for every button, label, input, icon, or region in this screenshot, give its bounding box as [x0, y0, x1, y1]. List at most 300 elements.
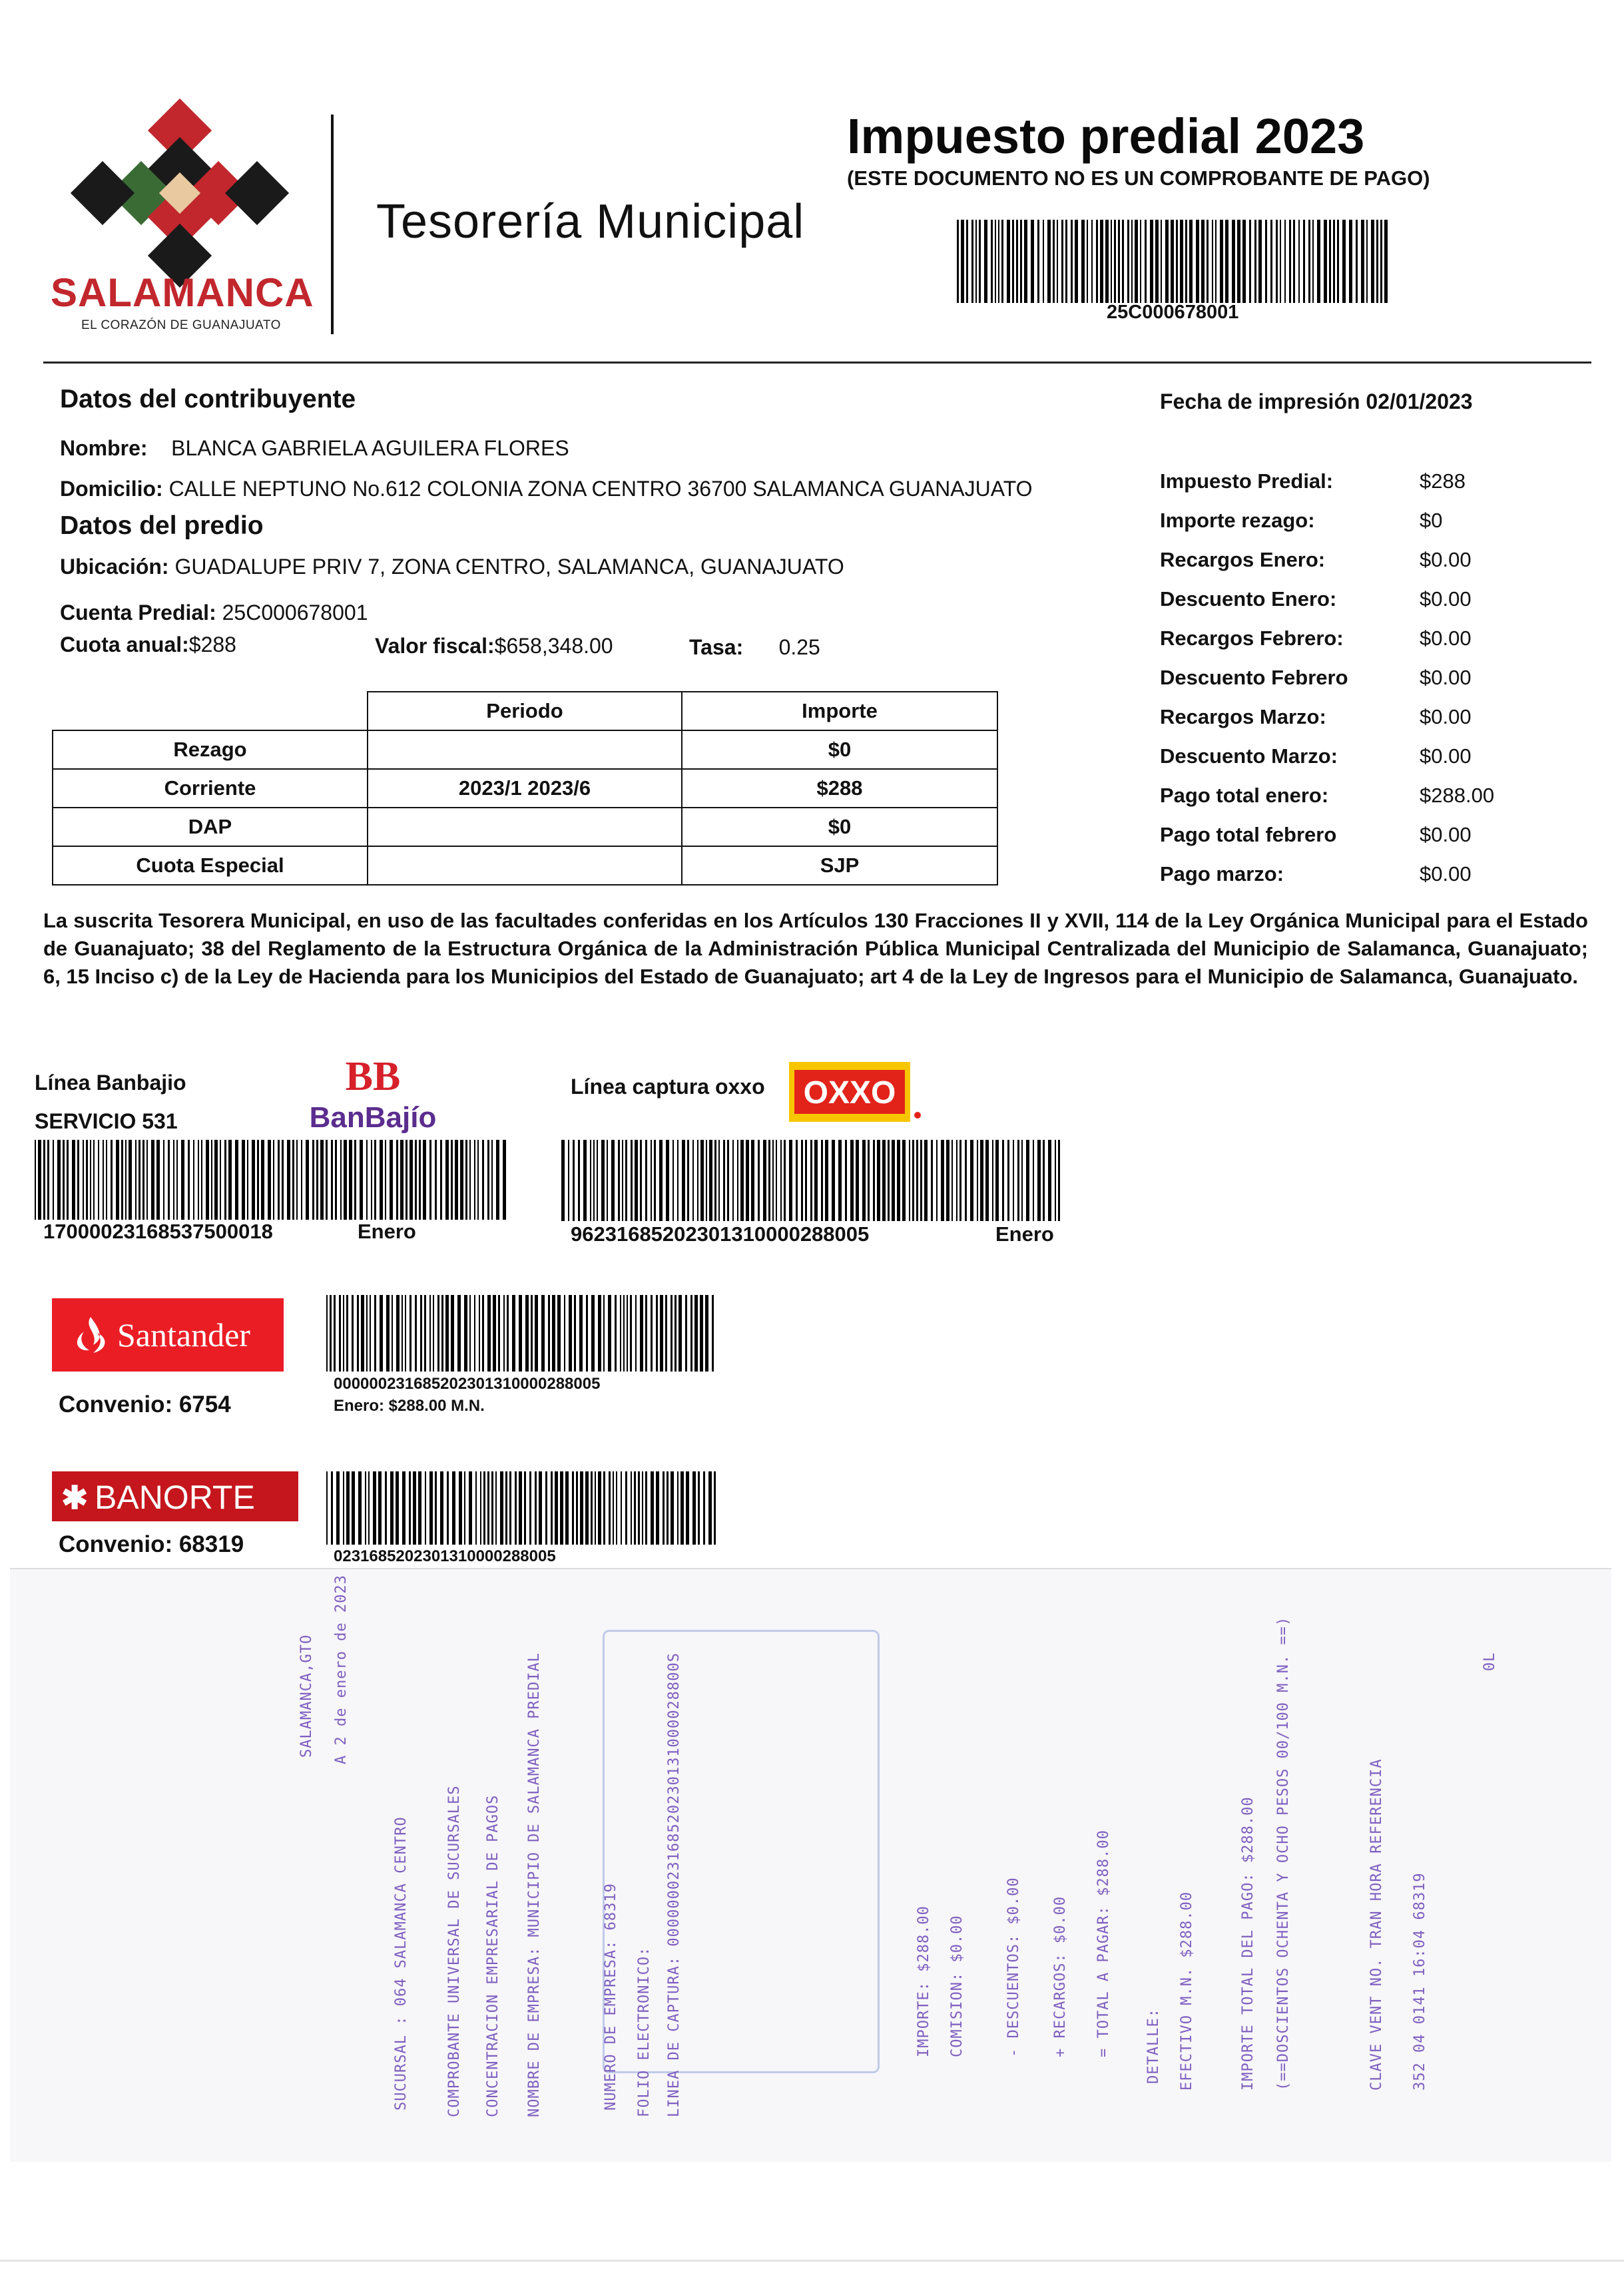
barcode-bar — [138, 1140, 140, 1220]
table-cell: Cuota Especial — [53, 846, 368, 885]
banbajio-label: Línea Banbajio — [35, 1071, 186, 1095]
receipt-line: NUMERO DE EMPRESA: 68319 — [603, 1883, 619, 2111]
barcode-bar — [396, 1471, 399, 1545]
barcode-bar — [583, 1140, 587, 1221]
barcode-bar — [1081, 220, 1085, 303]
barcode-bar — [1270, 220, 1272, 303]
barcode-bar — [77, 1140, 79, 1220]
barcode-bar — [1207, 220, 1209, 303]
barcode-bar — [1007, 1140, 1009, 1221]
barcode-bar — [531, 1295, 533, 1372]
payment-summary — [1160, 469, 1533, 901]
barcode-bar — [188, 1140, 190, 1220]
barcode-bar — [671, 1471, 674, 1545]
barcode-bar — [557, 1295, 561, 1372]
barcode-bar — [396, 1295, 400, 1372]
barcode-bar — [625, 1471, 627, 1545]
svg-text:✱: ✱ — [61, 1481, 89, 1516]
barcode-bar — [1047, 220, 1051, 303]
barcode-bar — [43, 1140, 45, 1220]
barcode-bar — [441, 1295, 443, 1372]
banbajio-month: Enero — [358, 1220, 416, 1243]
barcode-bar — [106, 1140, 107, 1220]
annual-value: $288 — [188, 632, 236, 656]
name-label: Nombre: — [60, 436, 148, 460]
barcode-bar — [856, 1140, 859, 1221]
barcode-bar — [156, 1140, 160, 1220]
barcode-bar — [1293, 220, 1295, 303]
barcode-bar — [301, 1140, 302, 1220]
barcode-bar — [1185, 220, 1187, 303]
receipt-line: - DESCUENTOS: $0.00 — [1005, 1877, 1022, 2057]
barcode-bar — [423, 1140, 426, 1220]
barcode-bar — [995, 220, 996, 303]
receipt-line: NOMBRE DE EMPRESA: MUNICIPIO DE SALAMANCA PREDIAL — [526, 1652, 543, 2117]
barcode-bar — [306, 1140, 309, 1220]
barcode-bar — [480, 1471, 481, 1545]
barcode-bar — [768, 1140, 770, 1221]
barcode-bar — [447, 1471, 449, 1545]
barcode-bar — [278, 1140, 280, 1220]
barcode-bar — [491, 1471, 493, 1545]
barcode-bar — [475, 1471, 477, 1545]
summary-label: Recargos Enero: — [1160, 548, 1326, 571]
receipt-line: = TOTAL A PAGAR: $288.00 — [1095, 1830, 1112, 2057]
banorte-logo — [52, 1471, 298, 1521]
fiscal-label: Valor fiscal: — [375, 634, 495, 658]
barcode-bar — [512, 1295, 515, 1372]
barcode-bar — [746, 1140, 749, 1221]
receipt-line: EFECTIVO M.N. $288.00 — [1179, 1891, 1195, 2091]
barcode-bar — [685, 1295, 687, 1372]
barcode-bar — [821, 1140, 823, 1221]
barcode-bar — [452, 1471, 455, 1545]
name-row — [60, 436, 569, 461]
barcode-bar — [625, 1140, 627, 1221]
summary-row — [1160, 627, 1533, 666]
document-title: Impuesto predial 2023 — [847, 109, 1365, 164]
barcode-bar — [1237, 220, 1240, 303]
barcode-bar — [390, 1140, 393, 1220]
barcode-bar — [1024, 220, 1027, 303]
barcode-bar — [539, 1471, 542, 1545]
barcode-bar — [663, 1471, 665, 1545]
barcode-bar — [429, 1140, 431, 1220]
receipt-line: COMISION: $0.00 — [949, 1915, 965, 2057]
summary-row — [1160, 705, 1533, 744]
rate-label: Tasa: — [689, 635, 744, 659]
summary-row — [1160, 862, 1533, 901]
barcode-bar — [409, 1140, 413, 1220]
barcode-bar — [956, 1140, 957, 1221]
banorte-convenio: Convenio: 68319 — [59, 1531, 244, 1557]
barcode-bar — [440, 1140, 442, 1220]
barcode-bar — [656, 1295, 658, 1372]
barcode-bar — [320, 1140, 324, 1220]
banbajio-code: 17000023168537500018 — [43, 1220, 273, 1243]
barcode-bar — [524, 1471, 526, 1545]
barcode-bar — [640, 1140, 642, 1221]
barcode-bar — [53, 1140, 54, 1220]
barcode-bar — [151, 1140, 154, 1220]
barcode-bar — [386, 1295, 390, 1372]
barcode-bar — [1033, 1140, 1034, 1221]
barcode-bar — [703, 1471, 705, 1545]
barcode-bar — [690, 1295, 692, 1372]
barcode-bar — [1196, 220, 1199, 303]
barcode-bar — [525, 1295, 529, 1372]
barcode-bar — [1127, 220, 1129, 303]
barcode-bar — [586, 1295, 588, 1372]
barcode-bar — [936, 1140, 938, 1221]
barcode-bar — [700, 1295, 703, 1372]
barcode-bar — [1026, 1140, 1029, 1221]
barcode-bar — [93, 1140, 95, 1220]
barcode-bar — [578, 1140, 580, 1221]
barcode-bar — [789, 1140, 792, 1221]
barcode-bar — [882, 1140, 886, 1221]
header-divider — [331, 115, 334, 334]
santander-logo-text: Santander — [117, 1316, 250, 1354]
barcode-bar — [1058, 1140, 1060, 1221]
barcode-bar — [1242, 220, 1246, 303]
barcode-bar — [634, 1471, 636, 1545]
barcode-bar — [474, 1140, 475, 1220]
barcode-bar — [413, 1471, 416, 1545]
svg-text:BB: BB — [345, 1055, 401, 1099]
banorte-barcode — [326, 1471, 718, 1545]
barcode-bar — [409, 1295, 411, 1372]
barcode-bar — [598, 1295, 601, 1372]
santander-convenio: Convenio: 6754 — [59, 1391, 231, 1417]
barcode-bar — [718, 1140, 720, 1221]
barcode-bar — [402, 1471, 406, 1545]
barcode-bar — [176, 1140, 178, 1220]
barcode-bar — [90, 1140, 91, 1220]
barcode-bar — [727, 1140, 729, 1221]
santander-code: 000000231685202301310000288005 — [334, 1375, 601, 1393]
barcode-bar — [677, 1471, 678, 1545]
barcode-bar — [1145, 220, 1147, 303]
barcode-bar — [220, 1140, 221, 1220]
barcode-bar — [1105, 220, 1109, 303]
barcode-bar — [451, 1295, 454, 1372]
barcode-bar — [862, 1140, 866, 1221]
barcode-bar — [888, 1140, 890, 1221]
barcode-bar — [1284, 220, 1286, 303]
barcode-bar — [385, 1471, 387, 1545]
barcode-bar — [457, 1295, 461, 1372]
barcode-bar — [378, 1471, 382, 1545]
summary-row — [1160, 823, 1533, 862]
barcode-bar — [503, 1140, 506, 1220]
barcode-bar — [352, 1471, 355, 1545]
barcode-bar — [198, 1140, 199, 1220]
barcode-bar — [591, 1295, 595, 1372]
barcode-bar — [585, 1471, 589, 1545]
barcode-bar — [1176, 220, 1178, 303]
barcode-bar — [519, 1295, 522, 1372]
table-header-cell: Periodo — [368, 692, 682, 730]
document-subtitle: (ESTE DOCUMENTO NO ES UN COMPROBANTE DE PAGO) — [847, 166, 1430, 190]
barcode-bar — [214, 1140, 218, 1220]
barcode-bar — [1333, 220, 1335, 303]
barcode-bar — [784, 1140, 786, 1221]
barcode-bar — [1111, 220, 1112, 303]
barcode-bar — [603, 1471, 605, 1545]
barcode-bar — [965, 1140, 967, 1221]
barcode-bar — [507, 1295, 509, 1372]
barcode-bar — [897, 1140, 900, 1221]
barcode-bar — [346, 1295, 348, 1372]
barcode-bar — [326, 1140, 328, 1220]
barcode-bar — [482, 1140, 484, 1220]
barcode-bar — [573, 1140, 575, 1221]
table-cell — [368, 808, 682, 846]
barcode-bar — [805, 1140, 807, 1221]
print-date — [1160, 389, 1473, 414]
barcode-bar — [1155, 220, 1159, 303]
barcode-bar — [758, 1140, 760, 1221]
barcode-bar — [1215, 220, 1217, 303]
barcode-bar — [780, 1140, 782, 1221]
barcode-bar — [992, 1140, 993, 1221]
barcode-bar — [686, 1471, 689, 1545]
barcode-bar — [464, 1471, 465, 1545]
receipt-line: 352 04 0141 16:04 68319 — [1412, 1872, 1428, 2091]
barcode-bar — [572, 1471, 574, 1545]
barcode-bar — [772, 1140, 774, 1221]
barcode-bar — [515, 1471, 517, 1545]
barcode-bar — [366, 1295, 368, 1372]
barcode-bar — [630, 1295, 632, 1372]
barcode-bar — [1012, 220, 1014, 303]
santander-logo — [52, 1298, 284, 1372]
barcode-bar — [1366, 220, 1368, 303]
barcode-bar — [838, 1140, 842, 1221]
barcode-bar — [1048, 1140, 1051, 1221]
barcode-bar — [796, 1140, 798, 1221]
barcode-bar — [435, 1140, 437, 1220]
receipt-line: LINEA DE CAPTURA: 000000023168520230131000028800S — [666, 1652, 682, 2117]
barcode-bar — [380, 1295, 383, 1372]
summary-value: $0.00 — [1420, 666, 1472, 689]
barcode-bar — [698, 1471, 700, 1545]
barcode-bar — [1171, 220, 1174, 303]
barcode-bar — [1265, 220, 1267, 303]
barcode-bar — [1065, 220, 1067, 303]
barcode-bar — [496, 1140, 499, 1220]
barcode-bar — [1276, 220, 1278, 303]
barcode-bar — [509, 1471, 511, 1545]
barcode-bar — [396, 1140, 398, 1220]
header-barcode-code: 25C000678001 — [1107, 302, 1239, 323]
barcode-bar — [631, 1471, 632, 1545]
summary-value: $288 — [1420, 469, 1466, 493]
barcode-bar — [1075, 220, 1078, 303]
barcode-bar — [1337, 220, 1339, 303]
barcode-bar — [1289, 220, 1291, 303]
summary-label: Pago total enero: — [1160, 784, 1329, 807]
barcode-bar — [409, 1471, 411, 1545]
table-cell: SJP — [682, 846, 997, 885]
barcode-bar — [541, 1295, 545, 1372]
barcode-bar — [435, 1471, 437, 1545]
barcode-bar — [292, 1140, 294, 1220]
summary-label: Recargos Febrero: — [1160, 627, 1344, 650]
barcode-bar — [732, 1140, 734, 1221]
barcode-bar — [370, 1295, 371, 1372]
barcode-bar — [1150, 220, 1153, 303]
barcode-bar — [545, 1471, 547, 1545]
barcode-bar — [1096, 220, 1098, 303]
barcode-bar — [469, 1140, 471, 1220]
print-date-value: 02/01/2023 — [1366, 389, 1473, 413]
barcode-bar — [261, 1140, 264, 1220]
santander-amount: Enero: $288.00 M.N. — [334, 1397, 485, 1415]
contributor-section-title: Datos del contribuyente — [60, 385, 356, 413]
receipt-line: IMPORTE: $288.00 — [916, 1905, 932, 2057]
location-label: Ubicación: — [60, 555, 169, 579]
barcode-bar — [635, 1295, 637, 1372]
barcode-bar — [620, 1295, 621, 1372]
barcode-bar — [591, 1471, 593, 1545]
account-row — [60, 601, 368, 625]
barcode-bar — [593, 1140, 595, 1221]
barcode-bar — [740, 1140, 744, 1221]
barcode-bar — [1122, 220, 1124, 303]
barcode-bar — [1380, 220, 1382, 303]
table-row — [53, 846, 997, 885]
barcode-bar — [845, 1140, 847, 1221]
table-row — [53, 730, 997, 769]
summary-label: Pago total febrero — [1160, 823, 1337, 846]
barcode-bar — [966, 220, 968, 303]
barcode-bar — [1043, 220, 1044, 303]
barcode-bar — [47, 1140, 49, 1220]
banbajio-logo — [293, 1055, 453, 1135]
barcode-bar — [67, 1140, 69, 1220]
banbajio-service: SERVICIO 531 — [35, 1109, 178, 1133]
barcode-bar — [451, 1140, 453, 1220]
barcode-bar — [335, 1140, 337, 1220]
barcode-bar — [971, 220, 973, 303]
barcode-bar — [569, 1295, 572, 1372]
barcode-bar — [561, 1140, 565, 1221]
rate-row — [689, 635, 820, 660]
oxxo-code: 96231685202301310000288005 — [571, 1222, 870, 1246]
summary-value: $0.00 — [1420, 548, 1472, 571]
barcode-bar — [535, 1295, 538, 1372]
barcode-bar — [692, 1140, 694, 1221]
barcode-bar — [712, 1295, 714, 1372]
barcode-bar — [700, 1140, 704, 1221]
barcode-bar — [714, 1471, 716, 1545]
barcode-bar — [72, 1140, 75, 1220]
barcode-bar — [1254, 220, 1256, 303]
barcode-bar — [916, 1140, 918, 1221]
department-name: Tesorería Municipal — [376, 195, 805, 248]
summary-row — [1160, 469, 1533, 509]
barcode-bar — [1114, 220, 1116, 303]
table-cell: Rezago — [53, 730, 368, 769]
barcode-bar — [469, 1471, 472, 1545]
barcode-bar — [675, 1295, 677, 1372]
account-label: Cuenta Predial: — [60, 601, 216, 625]
oxxo-barcode — [561, 1140, 1062, 1221]
barcode-bar — [242, 1140, 245, 1220]
barcode-bar — [316, 1140, 318, 1220]
barcode-bar — [1376, 220, 1378, 303]
receipt-line: 0L — [1482, 1652, 1498, 1671]
barcode-bar — [970, 1140, 973, 1221]
barcode-bar — [1017, 1140, 1019, 1221]
barcode-bar — [336, 1471, 340, 1545]
barcode-bar — [615, 1295, 617, 1372]
barcode-bar — [344, 1140, 347, 1220]
receipt-line: IMPORTE TOTAL DEL PAGO: $288.00 — [1240, 1796, 1256, 2091]
barcode-bar — [810, 1140, 812, 1221]
receipt-line: SUCURSAL : 064 SALAMANCA CENTRO — [393, 1816, 409, 2111]
barcode-bar — [405, 1295, 406, 1372]
barcode-bar — [331, 1140, 333, 1220]
barcode-bar — [1091, 220, 1093, 303]
barcode-bar — [498, 1295, 500, 1372]
barcode-bar — [1037, 220, 1039, 303]
barcode-bar — [645, 1471, 647, 1545]
barcode-bar — [660, 1295, 663, 1372]
barcode-bar — [555, 1471, 558, 1545]
barcode-bar — [181, 1140, 184, 1220]
barcode-bar — [493, 1295, 496, 1372]
barcode-bar — [705, 1295, 708, 1372]
barcode-bar — [902, 1140, 906, 1221]
barcode-bar — [343, 1471, 344, 1545]
barcode-bar — [1140, 220, 1141, 303]
table-row — [53, 769, 997, 808]
barcode-bar — [465, 1140, 467, 1220]
barcode-bar — [1118, 220, 1120, 303]
rate-value: 0.25 — [778, 635, 820, 659]
barcode-bar — [1057, 220, 1058, 303]
barcode-bar — [455, 1140, 458, 1220]
barcode-bar — [548, 1295, 550, 1372]
table-header-cell — [53, 692, 368, 730]
barcode-bar — [282, 1140, 284, 1220]
barcode-bar — [273, 1140, 274, 1220]
barcode-bar — [535, 1471, 537, 1545]
barcode-bar — [252, 1140, 255, 1220]
table-cell: $288 — [682, 769, 997, 808]
barcode-bar — [1249, 220, 1251, 303]
barcode-bar — [83, 1140, 84, 1220]
barcode-bar — [613, 1471, 614, 1545]
barcode-bar — [1002, 1140, 1004, 1221]
receipt-line: A 2 de enero de 2023 — [333, 1575, 350, 1764]
barcode-bar — [326, 1471, 328, 1545]
barcode-bar — [352, 1295, 354, 1372]
barcode-bar — [390, 1471, 394, 1545]
barcode-bar — [946, 1140, 949, 1221]
receipt-line: CONCENTRACION EMPRESARIAL DE PAGOS — [485, 1794, 501, 2117]
barcode-bar — [482, 1295, 484, 1372]
barcode-bar — [1001, 220, 1003, 303]
barcode-bar — [868, 1140, 870, 1221]
barcode-bar — [445, 1140, 449, 1220]
table-header-row — [53, 692, 997, 730]
barcode-bar — [121, 1140, 123, 1220]
barcode-bar — [1280, 220, 1281, 303]
